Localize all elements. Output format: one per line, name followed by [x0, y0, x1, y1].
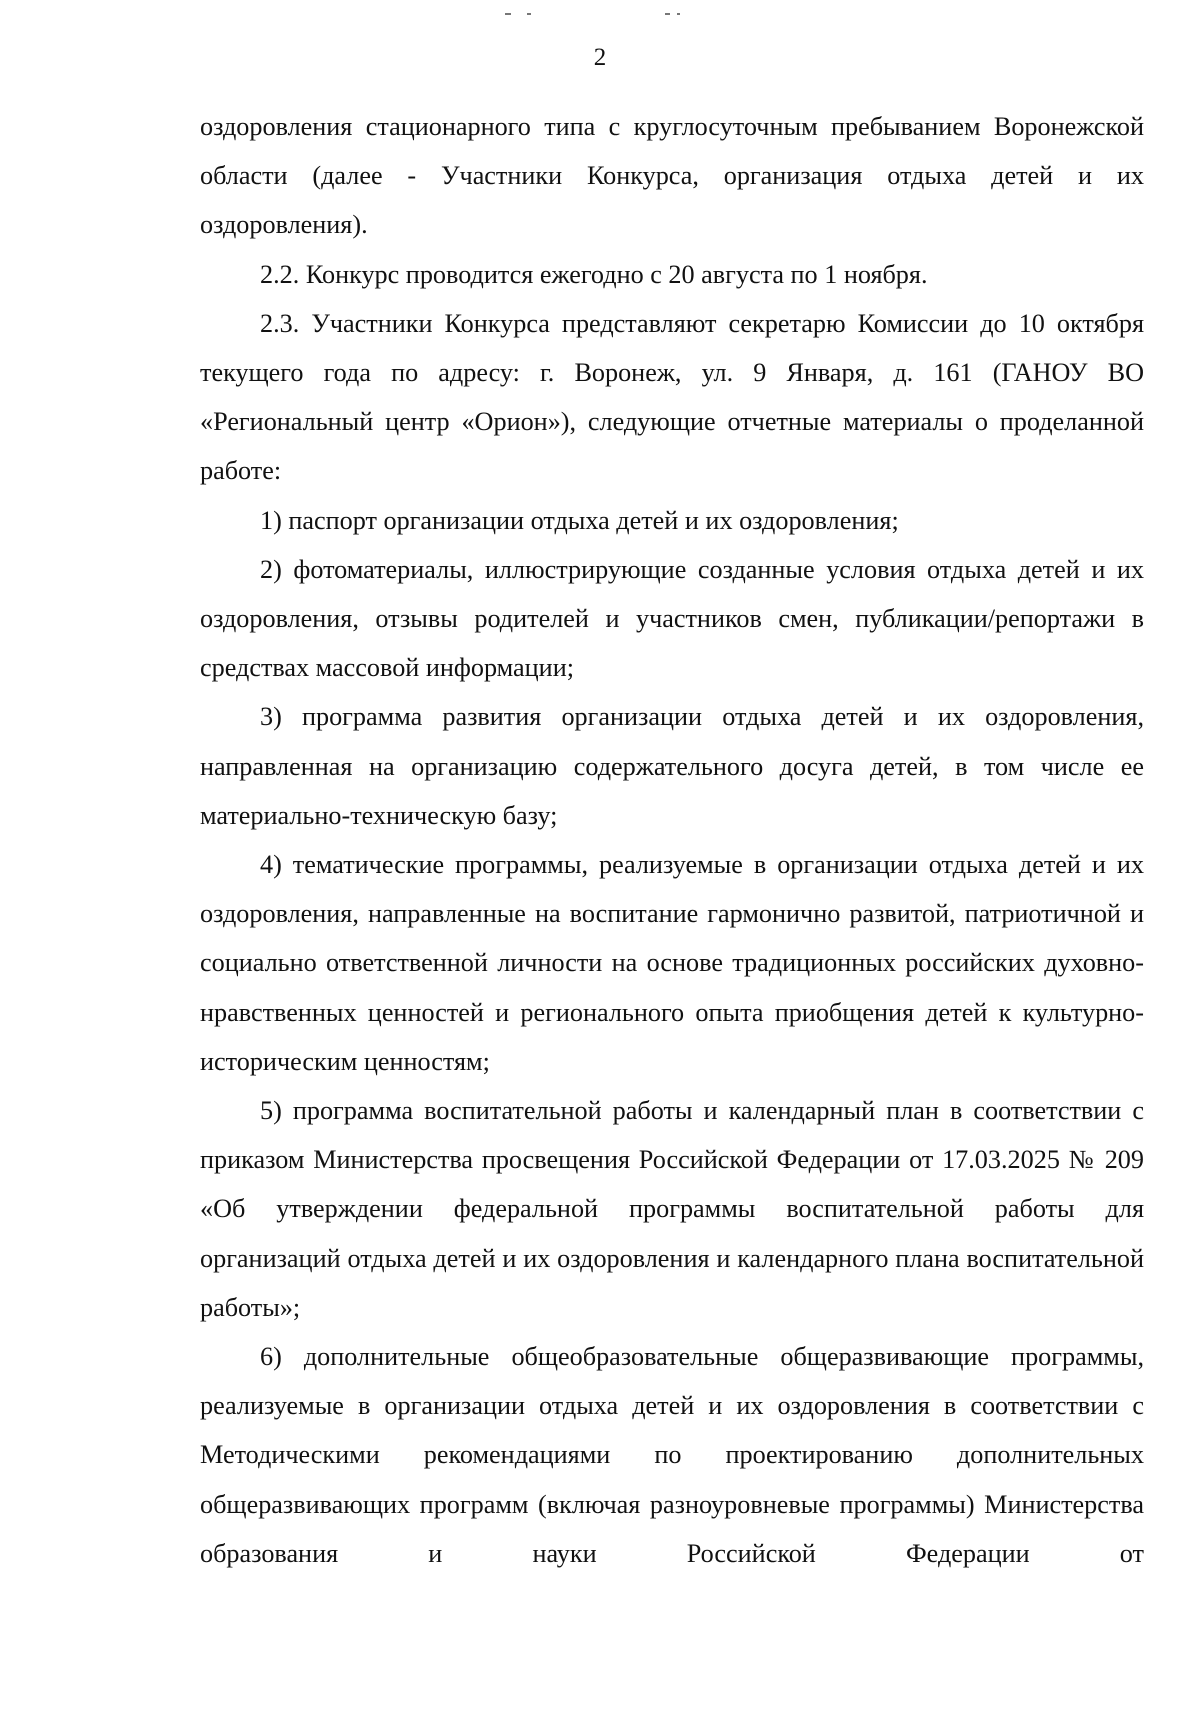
paragraph-clause-2-2: 2.2. Конкурс проводится ежегодно с 20 августа по 1 ноября. [260, 259, 928, 289]
document-body [200, 102, 1144, 1578]
list-item-3: 3) программа развития организации отдыха детей и их оздоровления, направленная на организацию содержательного досуга детей, в том числе ее материально-техническую базу; [200, 702, 1144, 830]
paragraph-intro-continuation: оздоровления стационарного типа с круглосуточным пребыванием Воронежской области (далее - Участники Конкурса, организация отдыха детей и их оздоровления). [200, 112, 1144, 240]
page-number: 2 [593, 44, 607, 71]
list-item-6: 6) дополнительные общеобразовательные общеразвивающие программы, реализуемые в организации отдыха детей и их оздоровления в соответствии с Методическими рекомендациями по проектированию дополнительных общеразвивающих программ (включая разноуровневые программы) Министерства образования и науки Российской Федерации от [200, 1342, 1144, 1568]
scan-artifact-marks [505, 10, 685, 18]
list-item-4: 4) тематические программы, реализуемые в организации отдыха детей и их оздоровления, направленные на воспитание гармонично развитой, патриотичной и социально ответственной личности на основе традиционных российских духовно-нравственных ценностей и регионального опыта приобщения детей к культурно-историческим ценностям; [200, 850, 1144, 1076]
list-item-2: 2) фотоматериалы, иллюстрирующие созданные условия отдыха детей и их оздоровления, отзывы родителей и участников смен, публикации/репортажи в средствах массовой информации; [200, 554, 1144, 683]
list-item-1: 1) паспорт организации отдыха детей и их оздоровления; [260, 505, 899, 535]
paragraph-clause-2-3: 2.3. Участники Конкурса представляют секретарю Комиссии до 10 октября текущего года по адресу: г. Воронеж, ул. 9 Января, д. 161 (ГАНОУ ВО «Региональный центр «Орион»), следующие отчетные материалы о проделанной работе: [200, 308, 1144, 486]
list-item-5: 5) программа воспитательной работы и календарный план в соответствии с приказом Министерства просвещения Российской Федерации от 17.03.2025 № 209 «Об утверждении федеральной программы воспитательной работы для организаций отдыха детей и их оздоровления и календарного плана воспитательной работы»; [200, 1096, 1144, 1322]
